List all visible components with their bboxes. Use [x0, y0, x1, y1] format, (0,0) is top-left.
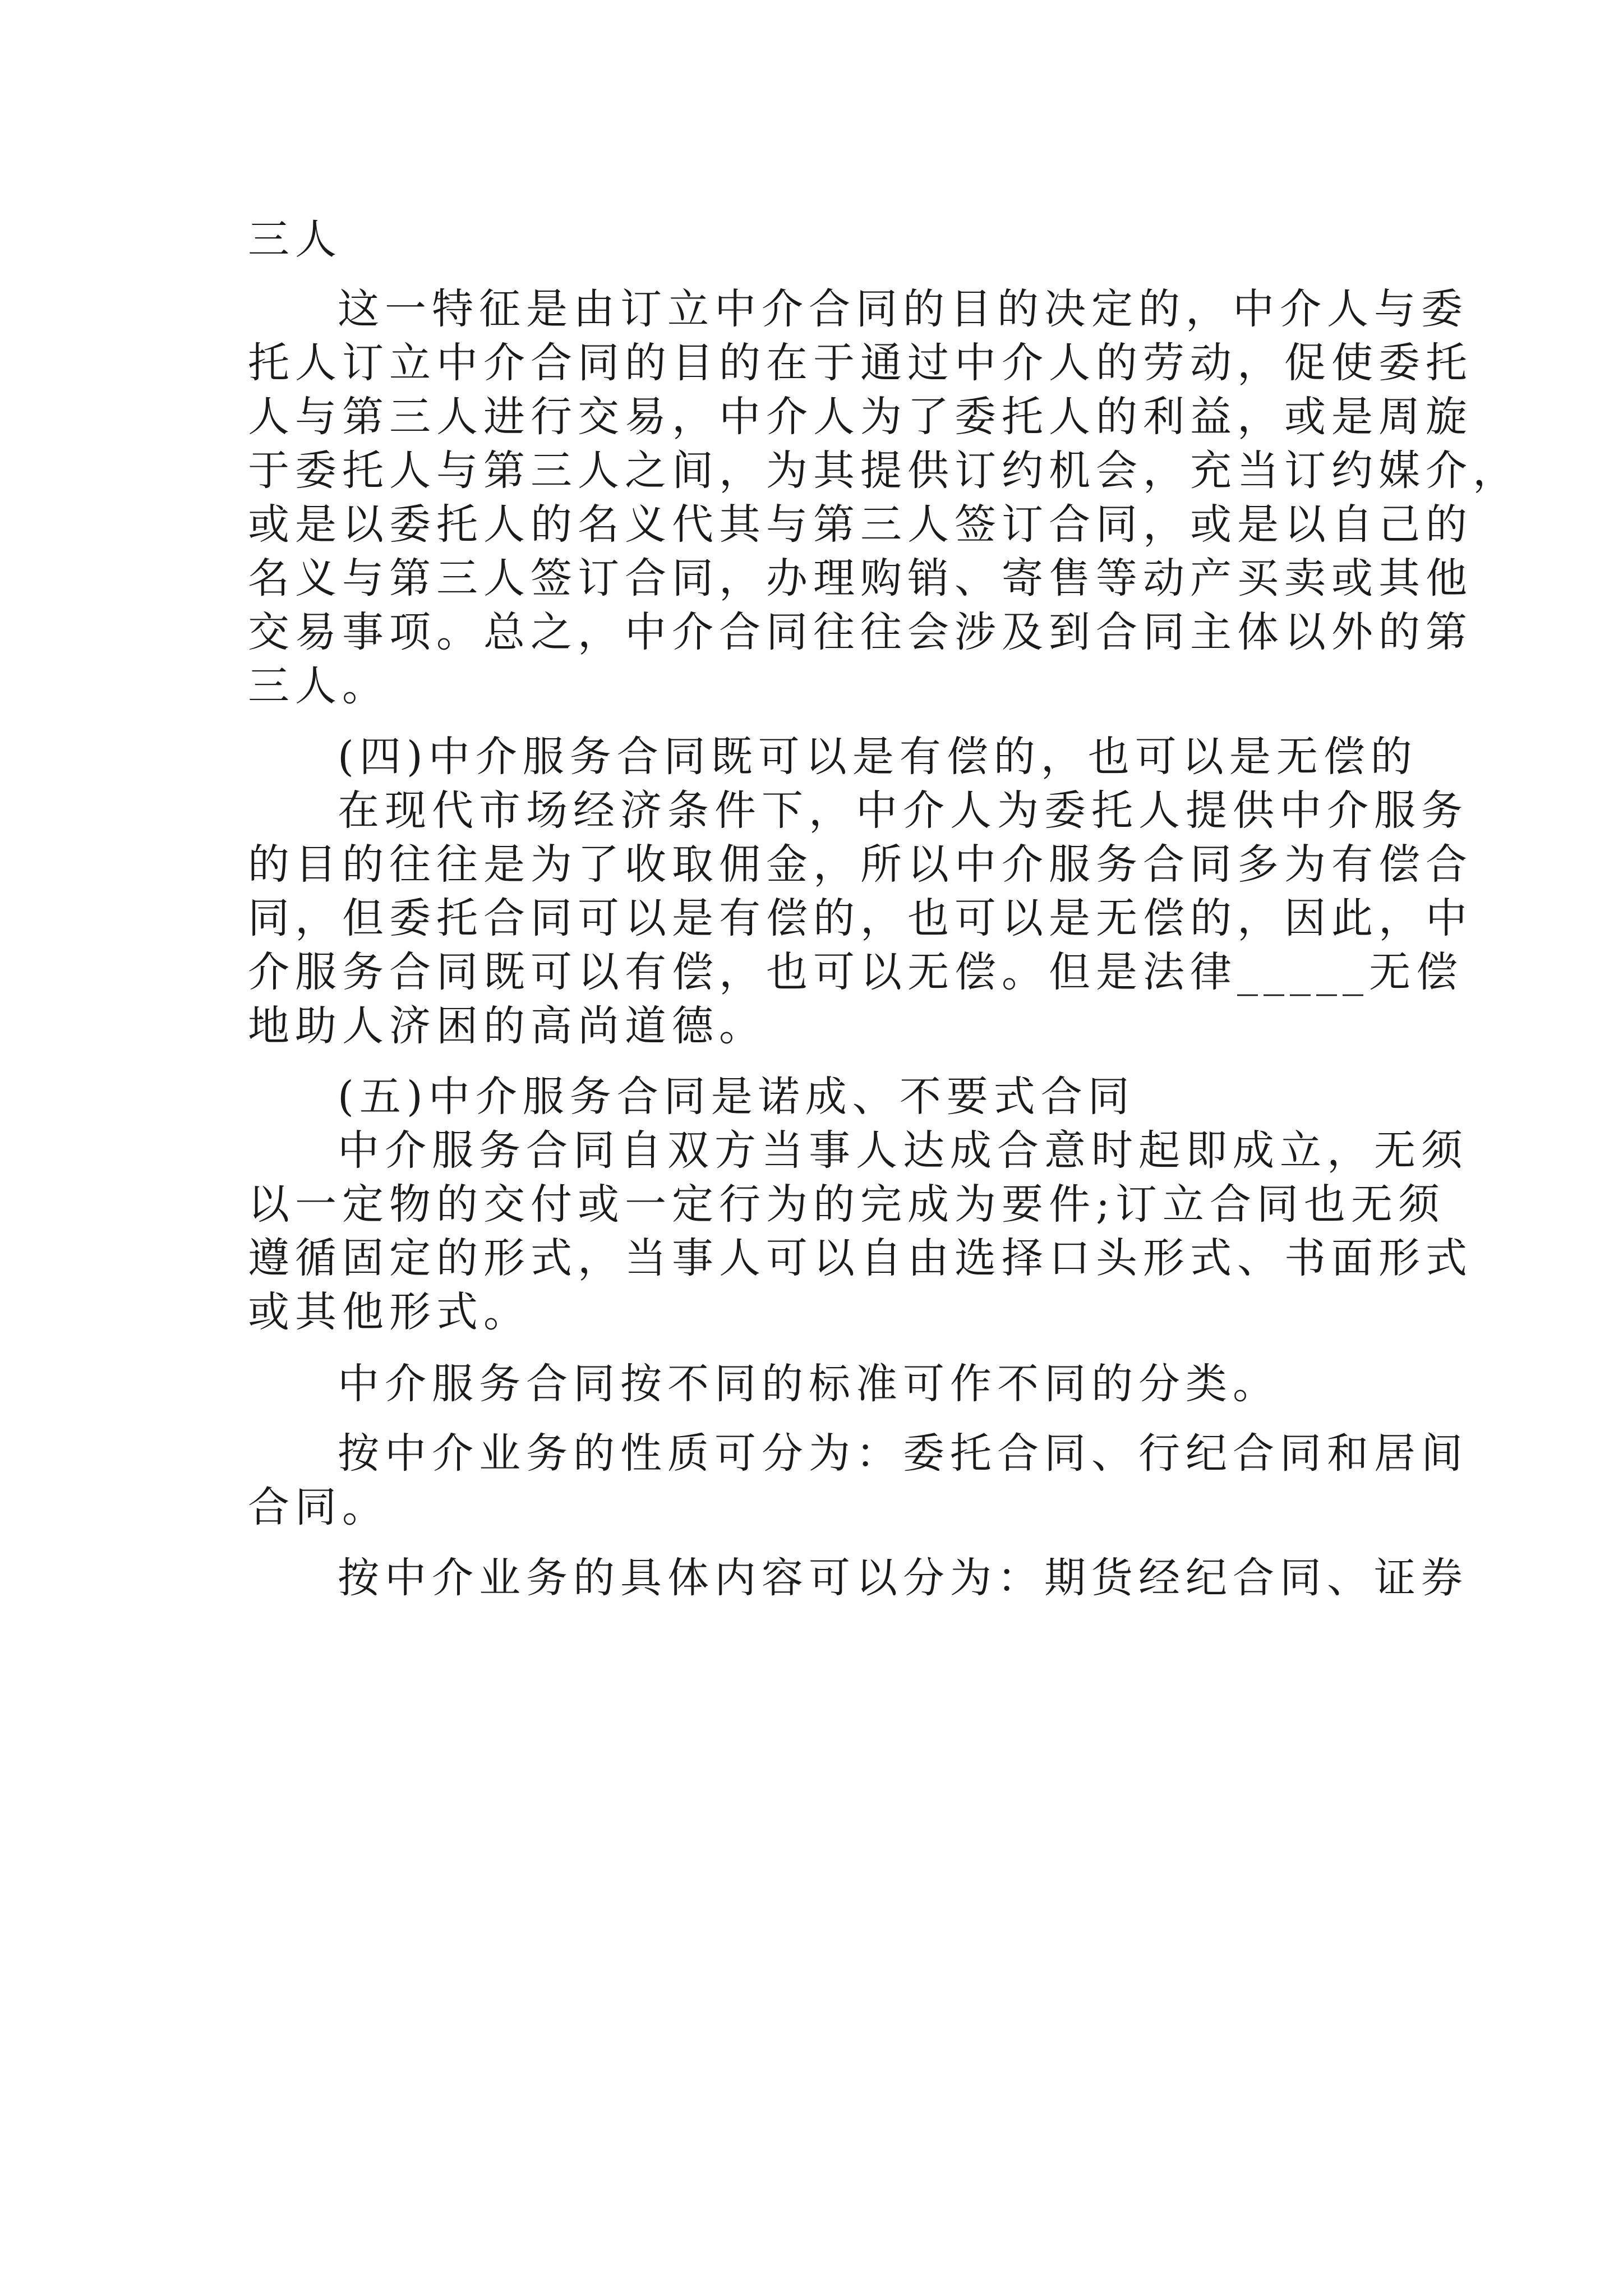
- text-line: 名义与第三人签订合同，办理购销、寄售等动产买卖或其他: [248, 554, 1473, 602]
- text-line: 或其他形式。: [248, 1288, 531, 1336]
- text-line: 中介服务合同自双方当事人达成合意时起即成立，无须: [338, 1126, 1468, 1175]
- text-line: 三人: [248, 215, 342, 264]
- text-line: 地助人济困的高尚道德。: [248, 1002, 766, 1050]
- section-heading: (四)中介服务合同既可以是有偿的，也可以是无偿的: [338, 733, 1418, 781]
- text-line: 同，但委托合同可以是有偿的，也可以是无偿的，因此，中: [248, 894, 1473, 942]
- text-line: 交易事项。总之，中介合同往往会涉及到合同主体以外的第: [248, 608, 1473, 656]
- text-line: 或是以委托人的名义代其与第三人签订合同，或是以自己的: [248, 500, 1473, 549]
- text-line: 这一特征是由订立中介合同的目的决定的，中介人与委: [338, 285, 1468, 333]
- text-line: 按中介业务的性质可分为：委托合同、行纪合同和居间: [338, 1429, 1468, 1478]
- section-heading: (五)中介服务合同是诺成、不要式合同: [338, 1073, 1135, 1121]
- text-line: 人与第三人进行交易，中介人为了委托人的利益，或是周旋: [248, 393, 1473, 441]
- body-text: [248, 212, 1520, 1614]
- text-line: 的目的往往是为了收取佣金，所以中介服务合同多为有偿合: [248, 840, 1473, 889]
- text-line: 中介服务合同按不同的标准可作不同的分类。: [338, 1360, 1280, 1408]
- text-line: 托人订立中介合同的目的在于通过中介人的劳动，促使委托: [248, 339, 1473, 387]
- text-line: 以一定物的交付或一定行为的完成为要件;订立合同也无须: [248, 1180, 1445, 1228]
- text-line: 三人。: [248, 662, 389, 710]
- text-line: 于委托人与第三人之间，为其提供订约机会，充当订约媒介，: [248, 447, 1520, 495]
- text-line: 在现代市场经济条件下，中介人为委托人提供中介服务: [338, 786, 1468, 835]
- text-line: 合同。: [248, 1483, 389, 1531]
- text-line: 介服务合同既可以有偿，也可以无偿。但是法律_____无偿: [248, 948, 1463, 996]
- text-line: 遵循固定的形式，当事人可以自由选择口头形式、书面形式: [248, 1234, 1473, 1282]
- text-line: 按中介业务的具体内容可以分为：期货经纪合同、证券: [338, 1554, 1468, 1602]
